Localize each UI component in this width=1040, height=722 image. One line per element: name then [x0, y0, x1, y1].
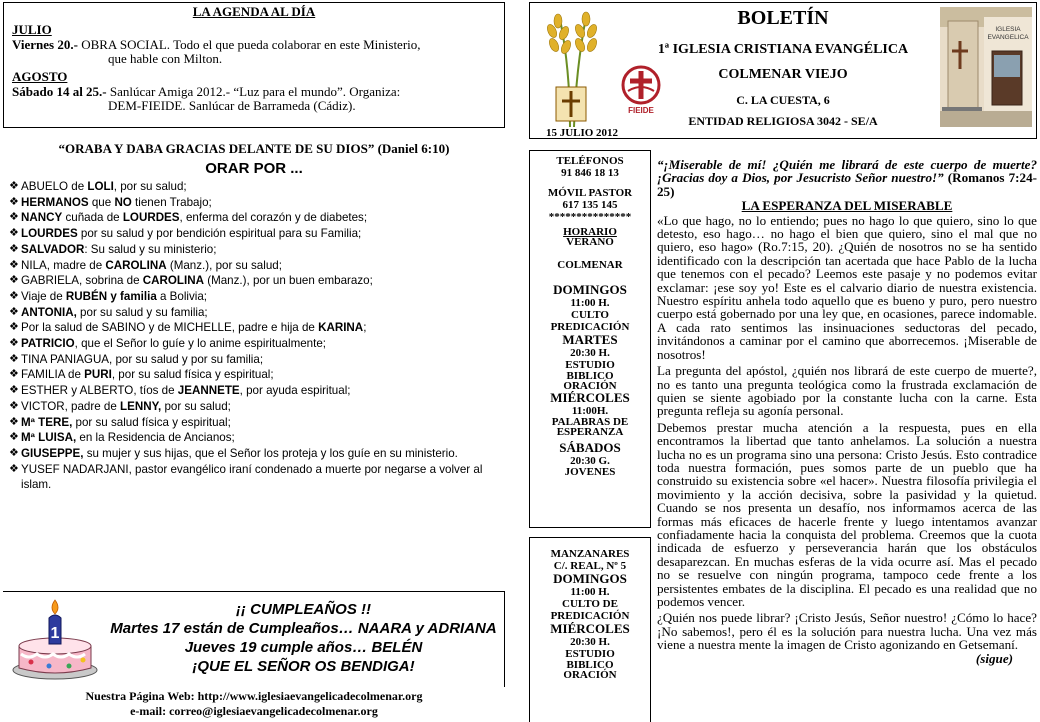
diamond-bullet-icon: ❖	[9, 352, 19, 365]
prayer-name: ANTONIA,	[21, 305, 77, 319]
prayer-text: , por su salud;	[113, 180, 187, 193]
prayer-name: PURI	[84, 368, 112, 382]
prayer-text: GABRIELA, sobrina de	[21, 274, 143, 288]
prayer-item	[9, 336, 499, 352]
article-paragraph: Debemos prestar mucha atención a la respuesta, pues en ella encontramos la libertad que tanto anhelamos. La solución a nuestra lucha no es un programa sino una persona: Cristo Jesús. Esto contradice toda nuestra formación, pues somos parte de un pueblo que ha construido su existencia sobre «el hacer». Nuestra filosofía privilegia el movimiento y la acción decisiva, sobre la pasividad y la quietud. Cuando se nos presenta un desafío, nos informamos acerca de las formas más eficaces de hacerle frente y luego intentamos avanzar confiadamente hacia la conquista del problema. Creemos que la cuota indicada de esfuerzo y perseverancia harán que los obstáculos desaparezcan. En muchas esferas de la vida ocurre así. Mas el pecado no se resuelve con ningún programa, tampoco cede frente a los persistentes embates de la disciplina. El pecado es una realidad que no podemos vencer.	[657, 419, 1037, 609]
diamond-bullet-icon: ❖	[9, 337, 19, 350]
sabados-time: 20:30 G.	[570, 455, 610, 467]
birthday-cake-icon	[9, 596, 101, 682]
prayer-text: , por su salud física y espiritual;	[111, 368, 274, 382]
prayer-item	[9, 367, 499, 383]
entry-line1: Sanlúcar Amiga 2012.- “Luz para el mundo”. Organiza:	[106, 84, 401, 99]
manzanares-address: C/. REAL, Nº 5	[553, 560, 627, 572]
biblico-label: BIBLICO	[566, 370, 614, 382]
prayer-text: (Manz.), por un buen embarazo;	[203, 274, 373, 288]
birthday-box	[3, 591, 505, 687]
agenda-month-julio	[12, 23, 496, 66]
email-link[interactable]: e-mail: correo@iglesiaevangelicadecolmenar.org	[130, 704, 378, 718]
bulletin-title: BOLETÍN	[737, 7, 829, 29]
diamond-bullet-icon: ❖	[9, 227, 19, 240]
prayer-name: LOLI	[87, 180, 114, 193]
m-domingos-label: DOMINGOS	[553, 571, 627, 586]
bulletin-header	[529, 2, 1037, 139]
entry-line2: DEM-FIEIDE. Sanlúcar de Barrameda (Cádiz).	[108, 98, 356, 113]
prayer-text: , que el Señor lo guíe y lo anime espiritualmente;	[74, 337, 327, 351]
diamond-bullet-icon: ❖	[9, 289, 19, 302]
prayer-item	[9, 415, 499, 431]
mobile-number[interactable]: 617 135 145	[562, 199, 618, 211]
diamond-bullet-icon: ❖	[9, 384, 19, 397]
prayer-name: PATRICIO	[21, 337, 75, 351]
sigue-label: (sigue)	[975, 650, 1013, 666]
prayer-text: tienen Trabajo;	[131, 195, 212, 209]
prayer-section	[3, 141, 505, 581]
m-miercoles-time: 20:30 H.	[570, 636, 610, 648]
prayer-text: ABUELO de	[21, 180, 88, 193]
phones-label: TELÉFONOS	[556, 155, 624, 167]
prayer-text: Viaje de	[21, 289, 66, 303]
esperanza-label: ESPERANZA	[556, 426, 624, 438]
prayer-name: LENNY,	[120, 399, 162, 413]
prayer-text: , por ayuda espiritual;	[239, 384, 351, 398]
prayer-item	[9, 273, 499, 289]
diamond-bullet-icon: ❖	[9, 305, 19, 318]
prayer-name: CAROLINA	[105, 258, 167, 272]
prayer-text: VICTOR, padre de	[21, 399, 121, 413]
prayer-name: Mª TERE,	[21, 415, 73, 429]
prayer-item	[9, 226, 499, 242]
prayer-text: por su salud y por bendición espiritual para su Familia;	[77, 227, 362, 241]
prayer-item	[9, 430, 499, 446]
article-quote-ref: (Romanos 7:24-25)	[657, 170, 1037, 199]
prayer-text: Por la salud de SABINO y de MICHELLE, padre e hija de	[21, 321, 319, 335]
manzanares-label: MANZANARES	[550, 548, 630, 560]
prayer-text: FAMILIA de	[21, 368, 85, 382]
domingos-time: 11:00 H.	[570, 297, 610, 309]
diamond-bullet-icon: ❖	[9, 274, 19, 287]
birthday-line: Jueves 19 cumple años… BELÉN	[184, 639, 423, 656]
entity-registry: ENTIDAD RELIGIOSA 3042 - SE/A	[688, 114, 878, 128]
predicacion-label: PREDICACIÓN	[550, 321, 630, 333]
prayer-item	[9, 352, 499, 368]
diamond-bullet-icon: ❖	[9, 446, 19, 459]
prayer-text: YUSEF NADARJANI, pastor evangélico iraní condenado a muerte por negarse a volver al islam.	[21, 462, 483, 492]
m-predicacion-label: PREDICACIÓN	[550, 610, 630, 622]
prayer-text: NILA, madre de	[21, 258, 106, 272]
agenda-month-agosto	[12, 70, 496, 113]
entry-line2: que hable con Milton.	[108, 51, 223, 66]
m-oracion-label: ORACIÓN	[563, 669, 617, 681]
prayer-item	[9, 305, 499, 321]
month-name: JULIO	[12, 22, 52, 37]
diamond-bullet-icon: ❖	[9, 368, 19, 381]
schedule-box	[529, 150, 651, 528]
prayer-name: CAROLINA	[142, 274, 204, 288]
church-address: C. LA CUESTA, 6	[736, 93, 830, 107]
m-biblico-label: BIBLICO	[566, 659, 614, 671]
birthday-line: Martes 17 están de Cumpleaños… NAARA y ADRIANA	[110, 620, 497, 637]
m-culto-label: CULTO DE	[562, 598, 618, 610]
prayer-text: a Bolivia;	[156, 289, 208, 303]
prayer-text: que	[88, 195, 115, 209]
prayer-name: Mª LUISA,	[21, 431, 77, 445]
prayer-item	[9, 320, 499, 336]
diamond-bullet-icon: ❖	[9, 431, 19, 444]
prayer-name: GIUSEPPE,	[21, 446, 84, 460]
prayer-text: ESTHER y ALBERTO, tíos de	[21, 384, 178, 398]
estudio-label: ESTUDIO	[565, 359, 615, 371]
agenda-entry	[12, 85, 496, 113]
prayer-text: TINA PANIAGUA, por su salud y por su familia;	[21, 352, 264, 366]
prayer-item	[9, 289, 499, 305]
entry-line1: OBRA SOCIAL. Todo el que pueda colaborar en este Ministerio,	[77, 37, 421, 52]
culto-label: CULTO	[571, 309, 609, 321]
m-miercoles-label: MIÉRCOLES	[550, 621, 630, 636]
agenda-entry	[12, 38, 496, 66]
schedule-manzanares-box	[529, 537, 651, 722]
prayer-name: KARINA	[318, 321, 364, 335]
prayer-text: , enferma del corazón y de diabetes;	[179, 211, 368, 225]
prayer-heading: ORAR POR ...	[205, 160, 303, 177]
article-paragraph: La pregunta del apóstol, ¿quién nos librará de este cuerpo de muerte?, no es tanto una pregunta teológica como la frustrada exclamación de quien se siente agobiado por la constante lucha con la carne. Esta pregunta refleja su agonía personal.	[657, 363, 1037, 419]
prayer-text: cuñada de	[62, 211, 123, 225]
prayer-item	[9, 179, 499, 195]
horario-label: HORARIO	[563, 226, 617, 238]
birthday-line: ¡QUE EL SEÑOR OS BENDIGA!	[192, 658, 415, 675]
diamond-bullet-icon: ❖	[9, 242, 19, 255]
prayer-text: : Su salud y su ministerio;	[84, 242, 217, 256]
prayer-name: RUBÉN y familia	[65, 289, 157, 303]
prayer-name: HERMANOS	[21, 195, 89, 209]
diamond-bullet-icon: ❖	[9, 180, 19, 192]
prayer-name: JEANNETE	[177, 384, 240, 398]
entry-date: Sábado 14 al 25.-	[12, 84, 107, 99]
diamond-bullet-icon: ❖	[9, 462, 19, 475]
prayer-text: por su salud física y espiritual;	[72, 415, 231, 429]
prayer-item	[9, 242, 499, 258]
prayer-item	[9, 399, 499, 415]
birthday-line: ¡¡ CUMPLEAÑOS !!	[236, 601, 371, 618]
mobile-label: MÓVIL PASTOR	[547, 187, 633, 199]
diamond-bullet-icon: ❖	[9, 399, 19, 412]
prayer-text: por su salud;	[161, 399, 231, 413]
article-title: LA ESPERANZA DEL MISERABLE	[741, 198, 953, 214]
prayer-text: (Manz.), por su salud;	[166, 258, 282, 272]
colmenar-label: COLMENAR	[557, 259, 623, 271]
miercoles-label: MIÉRCOLES	[550, 390, 630, 405]
diamond-bullet-icon: ❖	[9, 211, 19, 224]
prayer-text: ;	[363, 321, 367, 335]
diamond-bullet-icon: ❖	[9, 195, 19, 208]
article-paragraph-last	[657, 610, 1037, 666]
article	[657, 158, 1037, 665]
verano-label: VERANO	[566, 236, 614, 248]
martes-label: MARTES	[562, 332, 618, 347]
miercoles-time: 11:00H.	[571, 405, 609, 417]
birthday-text	[103, 600, 504, 676]
prayer-verse: “ORABA Y DABA GRACIAS DELANTE DE SU DIOS” (Daniel 6:10)	[58, 141, 450, 156]
oracion-label: ORACIÓN	[563, 380, 617, 392]
martes-time: 20:30 H.	[570, 347, 610, 359]
prayer-text: en la Residencia de Ancianos;	[76, 431, 235, 445]
svg-text:1: 1	[50, 625, 60, 642]
article-paragraph: «Lo que hago, no lo entiendo; pues no hago lo que quiero, sino lo que detesto, eso hago… no hago el bien que quiero, sino el mal que no quiero, eso hago» (Ro.7:15, 20). ¿Quién de nosotros no se ha sentido identificado con la descripción tan acertada que hace Pablo de la lucha que tenemos con el pecado? Leemos este pasaje y no podemos evitar exclamar: ¡ese soy yo! Este es el calvario diario de nuestra existencia. Nuestro espíritu anhela todo aquello que es bueno y puro, pero nuestro cuerpo está gobernado por una ley que, en ocasiones, parece indomable. A cada rato sentimos las insinuaciones seductoras del pecado, invitándonos a caminar por el camino que aborrecemos. ¡Miserable de nosotros!	[657, 212, 1037, 362]
diamond-bullet-icon: ❖	[9, 415, 19, 428]
prayer-text: su mujer y sus hijas, que el Señor los proteja y los guíe en su ministerio.	[83, 446, 458, 460]
prayer-item	[9, 210, 499, 226]
article-paragraph: ¿Quién nos puede librar? ¡Cristo Jesús, Señor nuestro! ¿Cómo lo hace? ¡No sabemos!, pero él es la solución para nuestra lucha. Una vez más viene a nuestra mente la imagen de Cristo agonizando en Getsemaní.	[657, 610, 1037, 653]
diamond-bullet-icon: ❖	[9, 321, 19, 334]
prayer-text: por su salud y su familia;	[76, 305, 208, 319]
prayer-name: SALVADOR	[21, 242, 85, 256]
prayer-item	[9, 462, 499, 493]
m-estudio-label: ESTUDIO	[565, 648, 615, 660]
svg-text:IGLESIA: IGLESIA	[995, 26, 1021, 33]
fieide-text: FIEIDE	[628, 106, 654, 115]
jovenes-label: JOVENES	[564, 466, 616, 478]
city-name: COLMENAR VIEJO	[718, 67, 848, 82]
footer	[3, 689, 505, 719]
prayer-list	[9, 179, 499, 493]
prayer-name: LOURDES	[21, 227, 78, 241]
church-name: 1ª IGLESIA CRISTIANA EVANGÉLICA	[657, 42, 909, 57]
website-link[interactable]: Nuestra Página Web: http://www.iglesiaevangelicadecolmenar.org	[85, 689, 423, 703]
article-quote: “¡Miserable de mí! ¿Quién me librará de este cuerpo de muerte? ¡Gracias doy a Dios, por Jesucristo Señor nuestro!”	[657, 157, 1037, 186]
agenda-box	[3, 2, 505, 128]
diamond-bullet-icon: ❖	[9, 258, 19, 271]
church-photo-icon	[940, 7, 1032, 127]
phone-number[interactable]: 91 846 18 13	[561, 167, 619, 179]
prayer-name: NANCY	[21, 211, 63, 225]
bulletin-date: 15 JULIO 2012	[545, 127, 619, 139]
month-name: AGOSTO	[12, 69, 68, 84]
prayer-name: NO	[114, 195, 132, 209]
agenda-title: LA AGENDA AL DÍA	[192, 4, 316, 19]
sabados-label: SÁBADOS	[559, 440, 621, 455]
m-domingos-time: 11:00 H.	[570, 586, 610, 598]
prayer-item	[9, 258, 499, 274]
entry-date: Viernes 20.-	[12, 37, 78, 52]
svg-text:EVANGELICA: EVANGELICA	[987, 34, 1029, 41]
domingos-label: DOMINGOS	[553, 282, 627, 297]
prayer-item	[9, 446, 499, 462]
prayer-name: LOURDES	[122, 211, 180, 225]
prayer-item	[9, 195, 499, 211]
stars-divider: ***************	[548, 211, 632, 223]
prayer-item	[9, 383, 499, 399]
palabras-label: PALABRAS DE	[551, 416, 629, 428]
